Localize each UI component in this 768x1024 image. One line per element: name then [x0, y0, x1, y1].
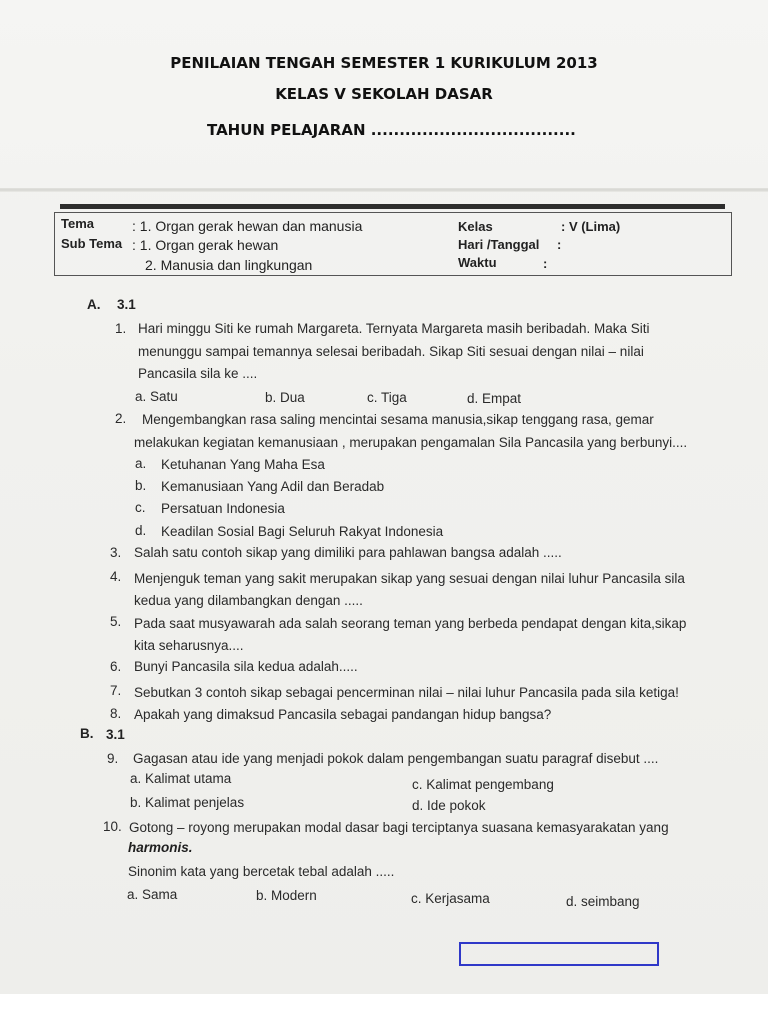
q5-number: 5. — [110, 614, 122, 629]
exam-title: PENILAIAN TENGAH SEMESTER 1 KURIKULUM 2013 — [170, 54, 598, 72]
q4-number: 4. — [110, 569, 122, 584]
q10-text-line3: Sinonim kata yang bercetak tebal adalah ..... — [128, 864, 395, 879]
q10-option-b: b. Modern — [256, 888, 317, 903]
q10-option-a: a. Sama — [127, 887, 178, 902]
q1-option-c: c. Tiga — [367, 390, 407, 405]
q2-option-c-letter: c. — [135, 500, 146, 515]
q2-option-d: Keadilan Sosial Bagi Seluruh Rakyat Indonesia — [161, 524, 444, 539]
subtema-label: Sub Tema — [61, 236, 123, 251]
q2-option-b-letter: b. — [135, 478, 147, 493]
q2-text-line1: Mengembangkan rasa saling mencintai sesama manusia,sikap tenggang rasa, gemar — [142, 412, 654, 427]
q9-option-c: c. Kalimat pengembang — [412, 777, 554, 792]
waktu-label: Waktu — [458, 255, 497, 270]
q1-option-b: b. Dua — [265, 390, 305, 405]
q4-text-line1: Menjenguk teman yang sakit merupakan sikap yang sesuai dengan nilai luhur Pancasila sila — [134, 571, 685, 586]
section-b-label: B. — [80, 726, 94, 741]
q1-number: 1. — [115, 321, 127, 336]
page-bottom-margin — [0, 994, 768, 1024]
q2-text-line2: melakukan kegiatan kemanusiaan , merupakan pengamalan Sila Pancasila yang berbunyi.... — [134, 435, 688, 450]
q2-option-d-letter: d. — [135, 523, 147, 538]
q7-text-line1: Sebutkan 3 contoh sikap sebagai pencerminan nilai – nilai luhur Pancasila pada sila ketiga! — [134, 685, 679, 700]
q5-text-line2: kita seharusnya.... — [134, 638, 244, 653]
q7-number: 7. — [110, 683, 122, 698]
q1-text-line1: Hari minggu Siti ke rumah Margareta. Ternyata Margareta masih beribadah. Maka Siti — [138, 321, 650, 336]
kelas-value: : V (Lima) — [561, 219, 621, 234]
q10-text-line1: Gotong – royong merupakan modal dasar bagi terciptanya suasana kemasyarakatan yang — [129, 820, 669, 835]
blue-outline-box — [459, 942, 659, 966]
q9-number: 9. — [107, 751, 119, 766]
waktu-value: : — [543, 256, 548, 271]
exam-class: KELAS V SEKOLAH DASAR — [275, 85, 493, 103]
section-b-code: 3.1 — [106, 727, 125, 742]
q8-number: 8. — [110, 706, 122, 721]
header-rule — [60, 204, 725, 209]
q5-text-line1: Pada saat musyawarah ada salah seorang teman yang berbeda pendapat dengan kita,sikap — [134, 616, 687, 631]
q3-text-line1: Salah satu contoh sikap yang dimiliki para pahlawan bangsa adalah ..... — [134, 545, 562, 560]
q10-number: 10. — [103, 819, 122, 834]
exam-year: TAHUN PELAJARAN .................................... — [207, 121, 576, 139]
q2-option-a-letter: a. — [135, 456, 147, 471]
q1-text-line2: menunggu sampai temannya selesai beribadah. Sikap Siti sesuai dengan nilai – nilai — [138, 344, 644, 359]
q10-option-c: c. Kerjasama — [411, 891, 490, 906]
q8-text-line1: Apakah yang dimaksud Pancasila sebagai pandangan hidup bangsa? — [134, 707, 552, 722]
tema-value: : 1. Organ gerak hewan dan manusia — [132, 218, 363, 234]
section-a-code: 3.1 — [117, 297, 136, 312]
hari-label: Hari /Tanggal — [458, 237, 540, 252]
q2-option-c: Persatuan Indonesia — [161, 501, 285, 516]
tema-label: Tema — [61, 216, 94, 231]
q10-bold-word: harmonis. — [128, 840, 193, 855]
kelas-label: Kelas — [458, 219, 493, 234]
q9-option-a: a. Kalimat utama — [130, 771, 232, 786]
q6-number: 6. — [110, 659, 122, 674]
q2-option-a: Ketuhanan Yang Maha Esa — [161, 457, 325, 472]
q10-option-d: d. seimbang — [566, 894, 640, 909]
hari-value: : — [557, 237, 562, 252]
q4-text-line2: kedua yang dilambangkan dengan ..... — [134, 593, 363, 608]
q9-text-line1: Gagasan atau ide yang menjadi pokok dalam pengembangan suatu paragraf disebut .... — [133, 751, 659, 766]
section-a-label: A. — [87, 297, 101, 312]
subtema-value-1: : 1. Organ gerak hewan — [132, 237, 279, 253]
q1-text-line3: Pancasila sila ke .... — [138, 366, 258, 381]
q2-number: 2. — [115, 411, 127, 426]
q6-text-line1: Bunyi Pancasila sila kedua adalah..... — [134, 659, 358, 674]
paper-fold-line — [0, 188, 768, 192]
q2-option-b: Kemanusiaan Yang Adil dan Beradab — [161, 479, 385, 494]
q9-option-d: d. Ide pokok — [412, 798, 486, 813]
q1-option-a: a. Satu — [135, 389, 178, 404]
q9-option-b: b. Kalimat penjelas — [130, 795, 245, 810]
q3-number: 3. — [110, 545, 122, 560]
q1-option-d: d. Empat — [467, 391, 522, 406]
subtema-value-2: 2. Manusia dan lingkungan — [145, 257, 313, 273]
